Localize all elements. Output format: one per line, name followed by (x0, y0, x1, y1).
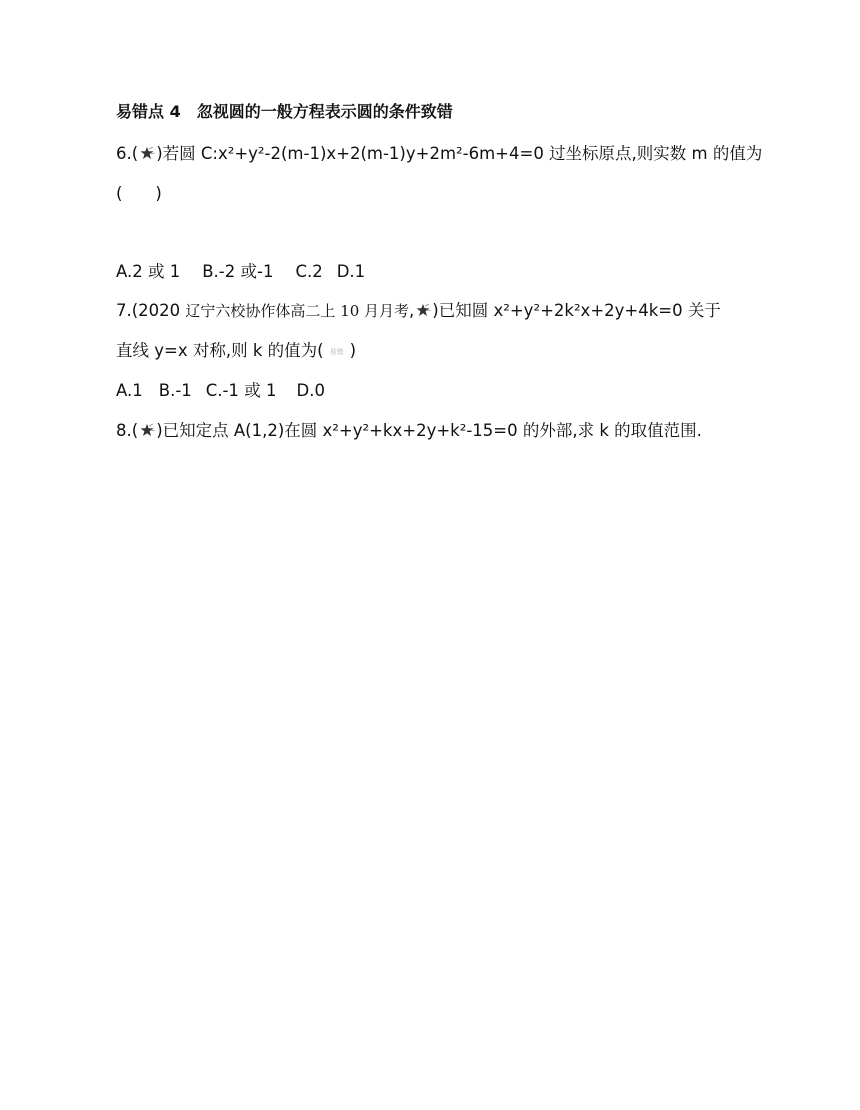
section-title: 易错点 4 忽视圆的一般方程表示圆的条件致错 (116, 102, 453, 121)
question-8-number: 8.( (116, 421, 139, 440)
difficulty-star-icon (415, 303, 431, 317)
question-7-text-line-2: 直线 y=x 对称,则 k 的值为( (116, 341, 324, 360)
question-6-options (116, 261, 365, 283)
question-6-option-d: D.1 (336, 262, 366, 281)
question-7-close-paren: ) (432, 301, 439, 320)
question-6-option-c: C.2 (295, 262, 323, 281)
question-7-text-line-1: 已知圆 x²+y²+2k²x+2y+4k=0 关于 (438, 301, 721, 320)
question-6-answer-blank: ( ) (116, 184, 162, 203)
question-7-option-b: B.-1 (158, 381, 192, 400)
question-7-option-c: C.-1 或 1 (205, 381, 277, 400)
question-7-options (116, 380, 325, 402)
question-6-option-b: B.-2 或-1 (202, 262, 274, 281)
question-6-close-paren: ) (156, 144, 163, 163)
question-6-line-1 (116, 143, 762, 165)
question-7-number: 7.(2020 (116, 301, 186, 320)
question-7-comma: , (409, 301, 415, 320)
question-8-line-1 (116, 420, 702, 442)
difficulty-star-icon (139, 423, 155, 437)
question-7-line-1 (116, 300, 721, 322)
question-6-line-2 (116, 183, 162, 205)
question-6-text: 若圆 C:x²+y²-2(m-1)x+2(m-1)y+2m²-6m+4=0 过坐标原点,则实数 m 的值为 (162, 144, 763, 163)
question-7-blank-close: ) (349, 341, 357, 360)
question-8-close-paren: ) (156, 421, 163, 440)
error-prone-stamp: 易错 (329, 348, 344, 356)
question-6-option-a: A.2 或 1 (116, 262, 181, 281)
question-7-option-d: D.0 (296, 381, 325, 400)
question-8-text: 已知定点 A(1,2)在圆 x²+y²+kx+2y+k²-15=0 的外部,求 k 的取值范围. (162, 421, 702, 440)
section-heading (116, 101, 453, 123)
question-7-option-a: A.1 (116, 381, 143, 400)
difficulty-star-icon (139, 146, 155, 160)
question-7-source: 辽宁六校协作体高二上 10 月月考 (185, 302, 410, 320)
question-7-line-2 (116, 340, 356, 363)
question-6-number: 6.( (116, 144, 139, 163)
